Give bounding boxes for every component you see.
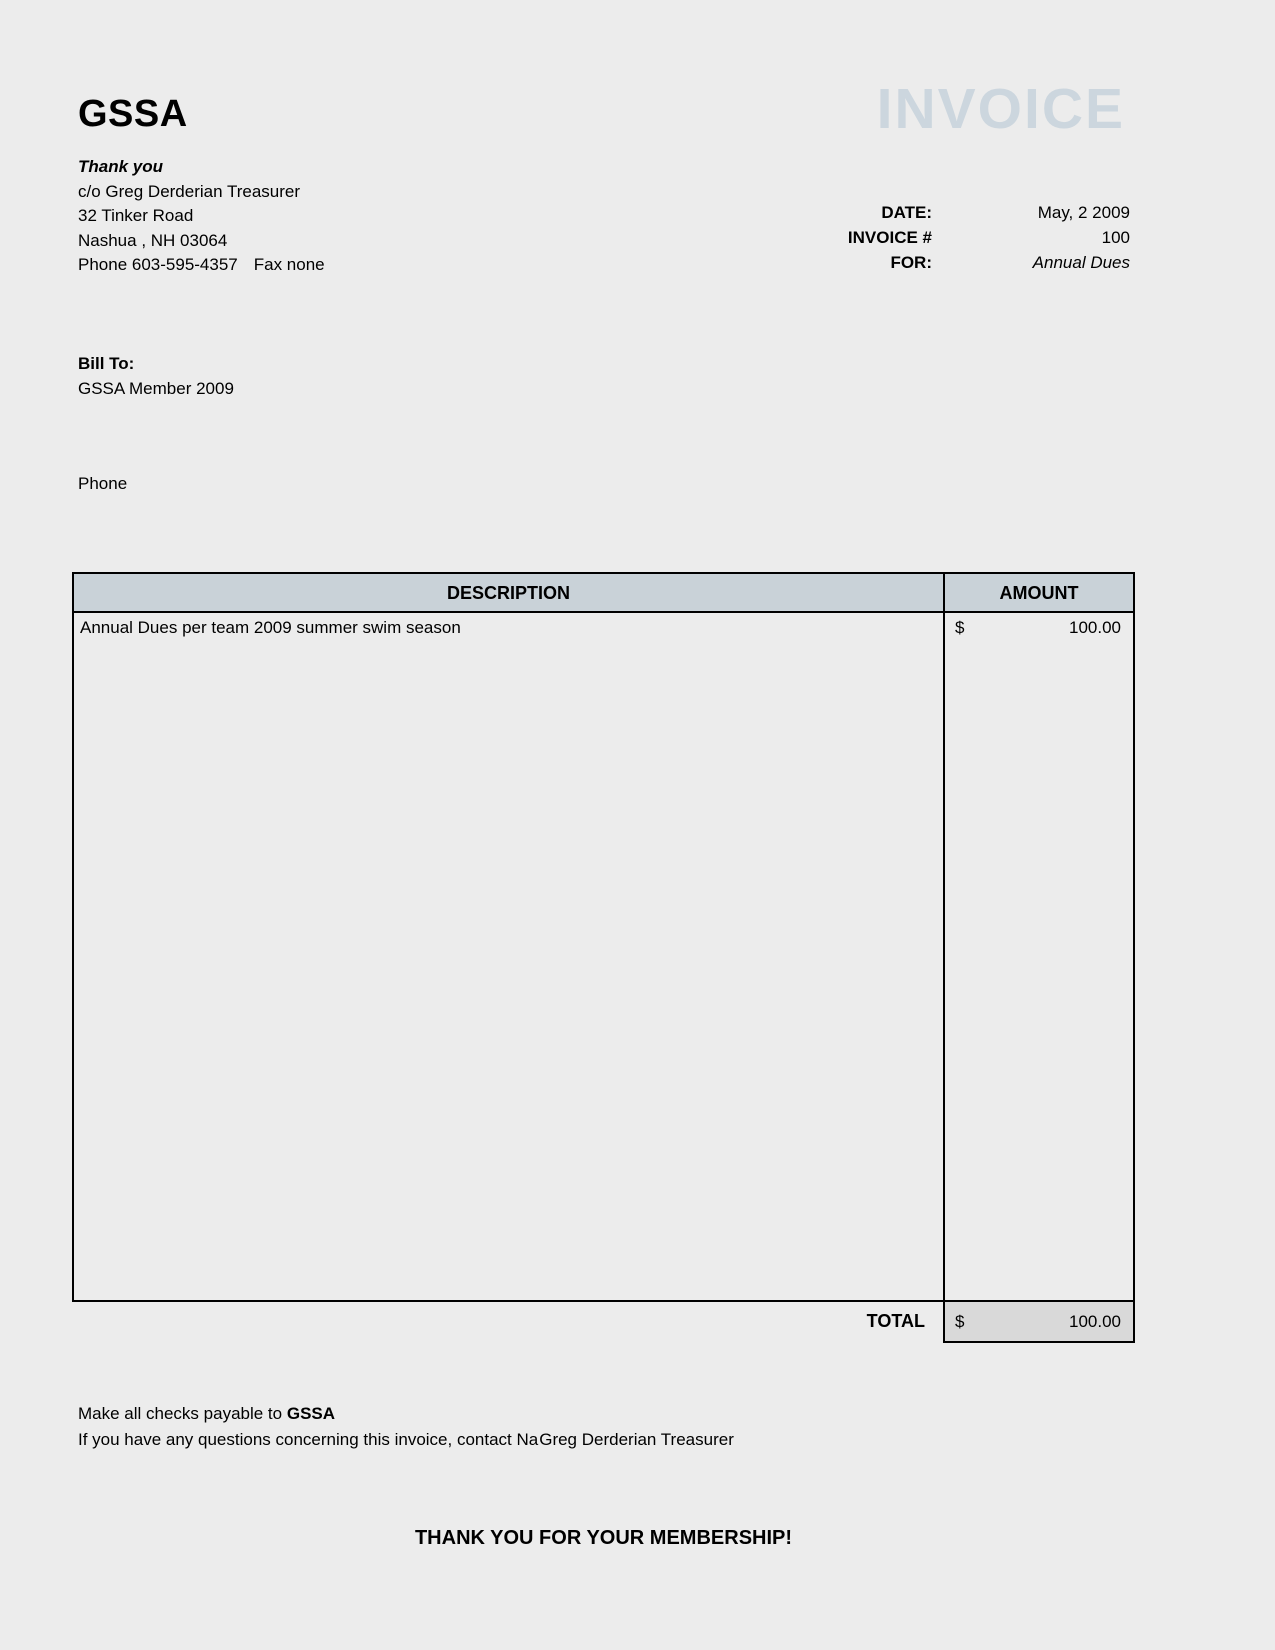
line-item-description-cell: Annual Dues per team 2009 summer swim season bbox=[74, 613, 945, 1300]
for-value: Annual Dues bbox=[1032, 253, 1130, 272]
checks-payable-prefix: Make all checks payable to bbox=[78, 1404, 287, 1423]
sender-address-block bbox=[78, 155, 325, 278]
table-header-row bbox=[72, 572, 1135, 613]
line-item-amount-value: 100.00 bbox=[1069, 618, 1121, 637]
invoice-line-items-table bbox=[72, 572, 1135, 1343]
document-title: INVOICE bbox=[876, 77, 1125, 141]
sender-fax: Fax none bbox=[253, 255, 325, 274]
date-label: DATE: bbox=[881, 203, 932, 222]
sender-street: 32 Tinker Road bbox=[78, 206, 194, 225]
footer-notes bbox=[78, 1401, 734, 1453]
total-amount-value: 100.00 bbox=[1069, 1311, 1121, 1331]
total-label: TOTAL bbox=[866, 1311, 925, 1331]
table-body bbox=[72, 613, 1135, 1302]
invoice-number-label: INVOICE # bbox=[847, 228, 932, 247]
sender-tagline: Thank you bbox=[78, 157, 164, 176]
company-name: GSSA bbox=[78, 93, 188, 135]
amount-column-header: AMOUNT bbox=[999, 583, 1079, 603]
invoice-number-value: 100 bbox=[1101, 228, 1130, 247]
description-column-header: DESCRIPTION bbox=[74, 574, 945, 611]
date-value: May, 2 2009 bbox=[1037, 203, 1130, 222]
meta-row-date bbox=[762, 203, 1130, 228]
bill-to-label: Bill To: bbox=[78, 354, 135, 373]
total-currency-symbol: $ bbox=[955, 1311, 965, 1331]
line-item-amount-cell bbox=[945, 613, 1133, 1300]
questions-contact-name: Greg Derderian Treasurer bbox=[539, 1430, 734, 1449]
bill-to-name: GSSA Member 2009 bbox=[78, 378, 234, 398]
sender-phone: Phone 603-595-4357 bbox=[78, 255, 238, 274]
invoice-meta-block bbox=[762, 203, 1130, 278]
sender-care-of: c/o Greg Derderian Treasurer bbox=[78, 181, 301, 201]
sender-phone-fax-line bbox=[78, 253, 325, 278]
meta-row-invoice-number bbox=[762, 228, 1130, 253]
questions-note-text: If you have any questions concerning this invoice, contact Na bbox=[78, 1430, 539, 1449]
checks-payable-note bbox=[78, 1401, 734, 1427]
total-amount-cell bbox=[943, 1302, 1135, 1343]
meta-row-for bbox=[762, 253, 1130, 278]
closing-message: THANK YOU FOR YOUR MEMBERSHIP! bbox=[414, 1527, 793, 1549]
line-item-currency-symbol: $ bbox=[955, 618, 965, 637]
for-label: FOR: bbox=[890, 253, 932, 272]
questions-note bbox=[78, 1427, 734, 1453]
table-total-row bbox=[72, 1302, 1135, 1343]
bill-to-phone-label: Phone bbox=[78, 474, 128, 493]
sender-city-state-zip: Nashua , NH 03064 bbox=[78, 230, 228, 250]
checks-payable-name: GSSA bbox=[286, 1404, 336, 1423]
bill-to-block bbox=[78, 352, 234, 401]
